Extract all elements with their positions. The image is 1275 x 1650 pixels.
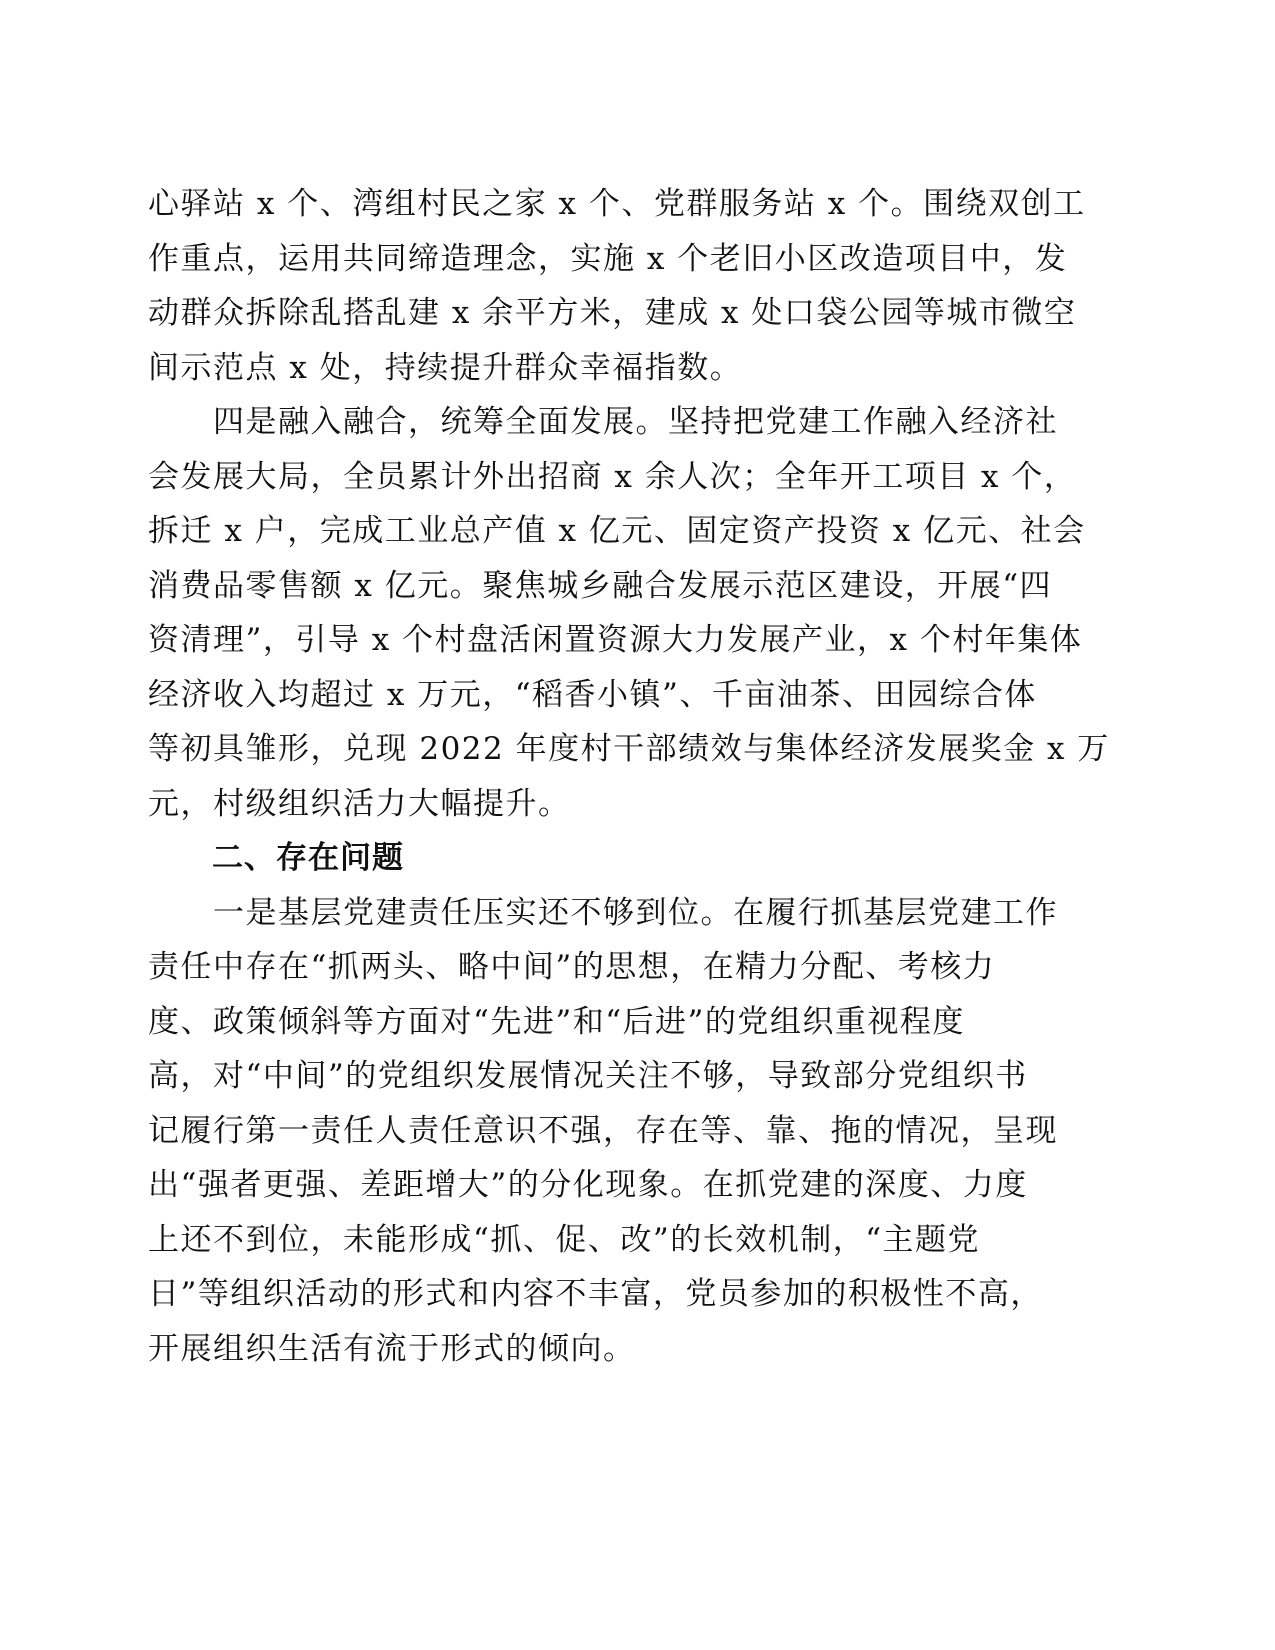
text-line: 一是基层党建责任压实还不够到位。在履行抓基层党建工作 (148, 894, 1058, 931)
text-line: 出“强者更强、差距增大”的分化现象。在抓党建的深度、力度 (148, 1167, 1028, 1203)
text-line: 日”等组织活动的形式和内容不丰富，党员参加的积极性不高， (148, 1276, 1043, 1312)
text-line: 会发展大局，全员累计外出招商 x 余人次；全年开工项目 x 个， (148, 458, 1077, 495)
text-line: 资清理”，引导 x 个村盘活闲置资源大力发展产业，x 个村年集体 (148, 622, 1083, 658)
document-body (148, 177, 1110, 1376)
text-line: 拆迁 x 户，完成工业总产值 x 亿元、固定资产投资 x 亿元、社会 (148, 513, 1086, 549)
text-line: 度、政策倾斜等方面对“先进”和“后进”的党组织重视程度 (148, 1003, 965, 1040)
text-line: 高，对“中间”的党组织发展情况关注不够，导致部分党组织书 (148, 1058, 1028, 1094)
text-line: 上还不到位，未能形成“抓、促、改”的长效机制，“主题党 (148, 1221, 981, 1258)
text-line: 作重点，运用共同缔造理念，实施 x 个老旧小区改造项目中，发 (148, 240, 1068, 277)
text-line: 开展组织生活有流于形式的倾向。 (148, 1330, 636, 1367)
text-line: 记履行第一责任人责任意识不强，存在等、靠、拖的情况，呈现 (148, 1112, 1058, 1149)
text-line: 元，村级组织活力大幅提升。 (148, 785, 571, 822)
text-line: 间示范点 x 处，持续提升群众幸福指数。 (148, 349, 743, 386)
text-line: 责任中存在“抓两头、略中间”的思想，在精力分配、考核力 (148, 949, 996, 985)
text-line: 动群众拆除乱搭乱建 x 余平方米，建成 x 处口袋公园等城市微空 (148, 295, 1077, 331)
text-line: 消费品零售额 x 亿元。聚焦城乡融合发展示范区建设，开展“四 (148, 567, 1053, 604)
text-line: 等初具雏形，兑现 2022 年度村干部绩效与集体经济发展奖金 x 万 (148, 731, 1110, 767)
text-line: 经济收入均超过 x 万元，“稻香小镇”、千亩油茶、田园综合体 (148, 676, 1037, 713)
text-line: 心驿站 x 个、湾组村民之家 x 个、党群服务站 x 个。围绕双创工 (148, 186, 1086, 222)
section-heading: 二、存在问题 (148, 840, 404, 876)
text-line: 四是融入融合，统筹全面发展。坚持把党建工作融入经济社 (148, 404, 1058, 440)
